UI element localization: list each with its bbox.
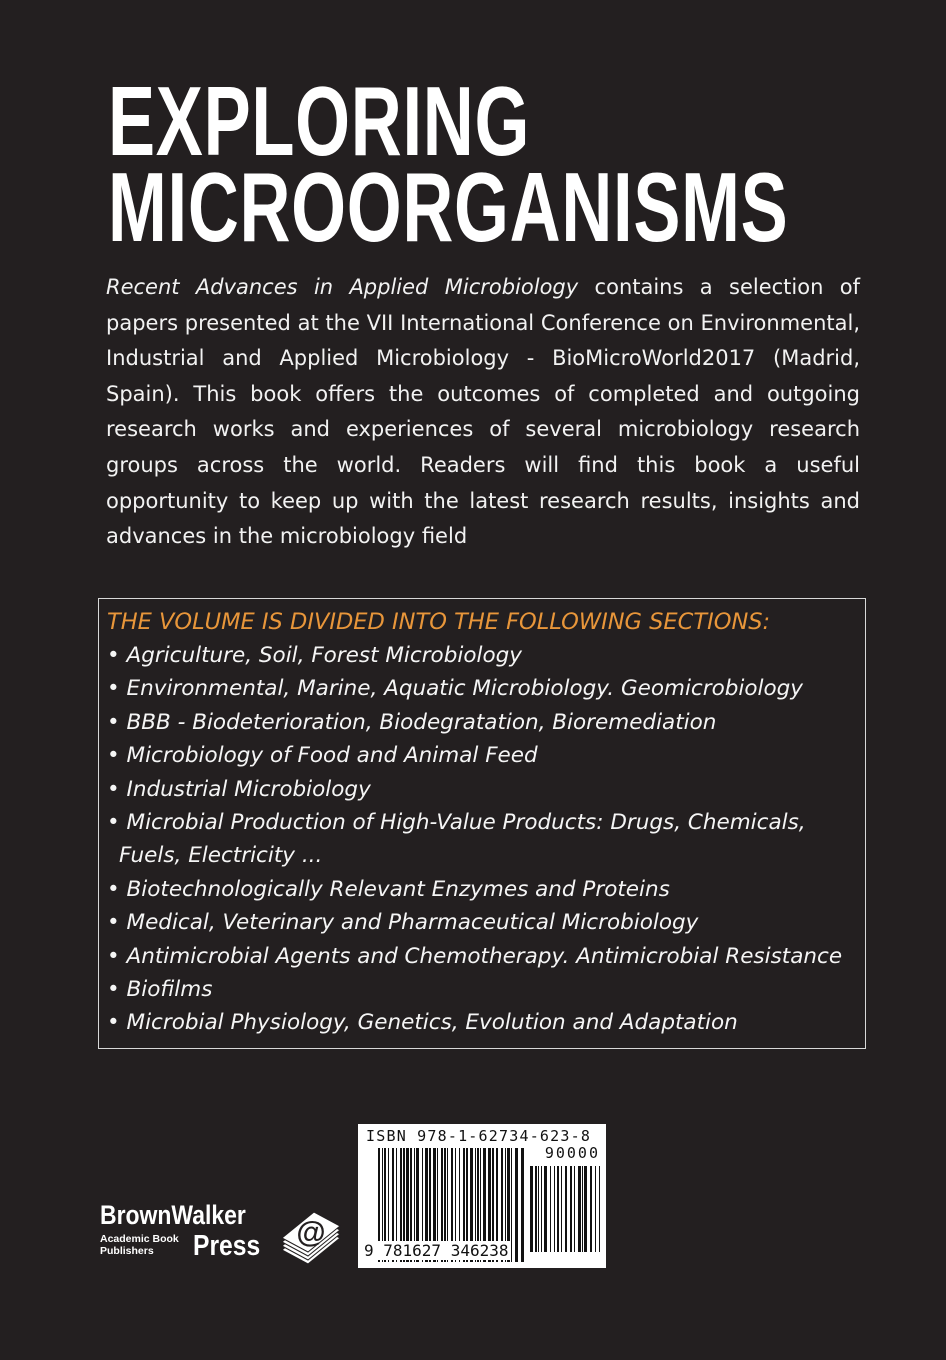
section-item: • Environmental, Marine, Aquatic Microbiology. Geomicrobiology <box>107 676 804 702</box>
section-item: • Industrial Microbiology <box>107 776 371 802</box>
barcode-bar <box>570 1166 572 1252</box>
barcode-bar <box>538 1166 539 1252</box>
section-item: • Biotechnologically Relevant Enzymes and Proteins <box>107 876 670 902</box>
description-text: contains a selection of papers presented at the VII International Conference on Environmental, Industrial and Applied Microbiology - BioMicroWorld2017 (Madrid, Spain). This book offers the outcomes of completed and outgoing research works and experiences of several microbiology research groups across the world. Readers will find this book a useful opportunity to keep up with the latest research results, insights and advances in the microbiology field <box>106 275 861 549</box>
barcode-bar <box>561 1166 562 1252</box>
publisher-press: Press <box>193 1230 261 1262</box>
title-line-1: EXPLORING <box>108 66 531 176</box>
description-italic-lead: Recent Advances in Applied Microbiology <box>106 275 579 299</box>
publisher-name: BrownWalker <box>100 1200 246 1230</box>
barcode-bar <box>590 1166 592 1252</box>
publisher-tagline: Academic Book Publishers <box>100 1233 179 1257</box>
barcode-bar <box>535 1166 537 1252</box>
section-item: • Microbial Physiology, Genetics, Evolution and Adaptation <box>107 1010 738 1036</box>
barcode-bar <box>530 1166 533 1252</box>
section-item: • Biofilms <box>107 977 213 1003</box>
barcode-bar <box>550 1166 551 1252</box>
svg-text:@: @ <box>296 1216 326 1249</box>
sections-box <box>98 598 866 1049</box>
barcode-bar <box>582 1166 583 1252</box>
barcode-bar <box>554 1166 555 1252</box>
section-item: • Medical, Veterinary and Pharmaceutical Microbiology <box>107 910 699 936</box>
barcode-bar <box>515 1148 518 1262</box>
section-item: • Microbial Production of High-Value Products: Drugs, Chemicals, Fuels, Electricity ... <box>107 810 806 869</box>
publisher-logo <box>100 1200 350 1270</box>
isbn-text: ISBN 978-1-62734-623-8 <box>366 1127 592 1145</box>
section-item: • Agriculture, Soil, Forest Microbiology <box>107 643 522 668</box>
barcode-bar <box>565 1166 567 1252</box>
sections-list <box>107 639 857 1040</box>
section-item: • Antimicrobial Agents and Chemotherapy. Antimicrobial Resistance <box>107 943 843 969</box>
barcode-bar <box>599 1166 600 1252</box>
barcode-bar <box>574 1166 575 1252</box>
barcode-bar <box>584 1166 587 1252</box>
book-description <box>106 270 860 555</box>
barcode-bar <box>511 1148 512 1262</box>
sections-heading: THE VOLUME IS DIVIDED INTO THE FOLLOWING SECTIONS: <box>107 609 771 635</box>
barcode-bar <box>557 1166 559 1252</box>
at-sign-books-icon <box>278 1202 344 1268</box>
barcode-bar <box>544 1166 547 1252</box>
price-addon-text: 90000 <box>544 1144 600 1162</box>
title-line-2: MICROORGANISMS <box>108 152 789 262</box>
barcode-bar <box>578 1166 581 1252</box>
section-item: • Microbiology of Food and Animal Feed <box>107 743 538 769</box>
barcode-bar <box>595 1166 596 1252</box>
barcode-bar <box>541 1166 542 1252</box>
ean-number: 9 781627 346238 <box>364 1241 509 1260</box>
book-title <box>108 66 789 262</box>
isbn-barcode <box>358 1124 606 1268</box>
section-item: • BBB - Biodeterioration, Biodegratation, Bioremediation <box>107 709 717 735</box>
barcode-bar <box>521 1148 524 1262</box>
